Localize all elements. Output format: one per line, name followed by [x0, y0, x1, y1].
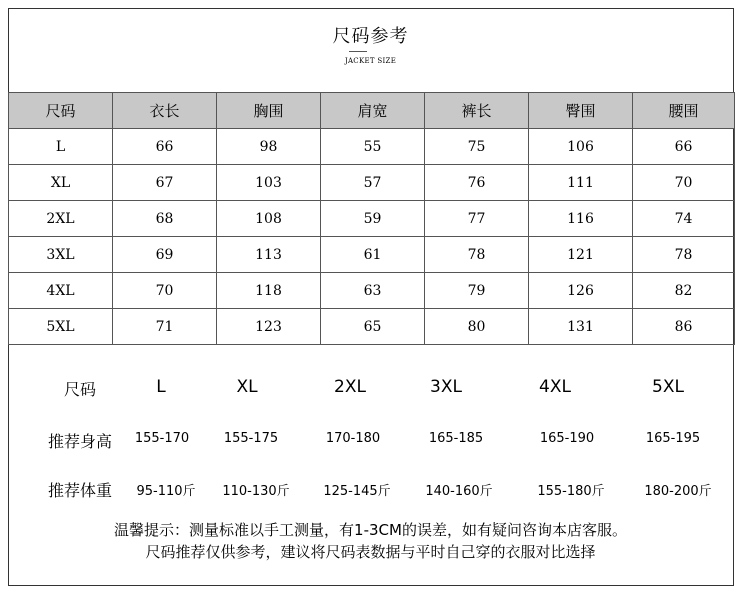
table-cell: 61 — [321, 237, 425, 273]
recommend-weight: 180-200斤 — [644, 484, 712, 499]
table-cell: 78 — [425, 237, 529, 273]
title-divider — [349, 51, 367, 52]
recommend-size-row — [0, 377, 741, 399]
table-cell: 98 — [217, 129, 321, 165]
table-row — [9, 129, 735, 165]
table-cell: 82 — [633, 273, 735, 309]
recommend-height: 170-180 — [325, 431, 381, 446]
page-subtitle: JACKET SIZE — [344, 57, 397, 65]
table-cell: 103 — [217, 165, 321, 201]
column-header: 臀围 — [529, 93, 633, 129]
recommend-height: 165-190 — [539, 431, 595, 446]
table-cell: 55 — [321, 129, 425, 165]
recommend-weight: 110-130斤 — [222, 484, 290, 499]
table-cell: 106 — [529, 129, 633, 165]
recommend-size: 5XL — [652, 377, 684, 397]
column-header: 肩宽 — [321, 93, 425, 129]
table-cell: 63 — [321, 273, 425, 309]
notice-line-1: 温馨提示：测量标准以手工测量，有1-3CM的误差，如有疑问咨询本店客服。 — [114, 521, 627, 539]
table-cell: 78 — [633, 237, 735, 273]
recommend-size: 2XL — [334, 377, 366, 397]
table-row — [9, 201, 735, 237]
recommend-size: L — [156, 377, 166, 397]
table-cell: 70 — [113, 273, 217, 309]
table-cell: 2XL — [9, 201, 113, 237]
table-cell: 68 — [113, 201, 217, 237]
recommend-weight-row — [0, 478, 741, 498]
table-cell: L — [9, 129, 113, 165]
table-cell: 66 — [113, 129, 217, 165]
table-cell: 126 — [529, 273, 633, 309]
table-cell: 108 — [217, 201, 321, 237]
table-row — [9, 165, 735, 201]
table-cell: 57 — [321, 165, 425, 201]
table-cell: XL — [9, 165, 113, 201]
recommend-size-label: 尺码 — [63, 380, 97, 399]
column-header: 胸围 — [217, 93, 321, 129]
table-cell: 70 — [633, 165, 735, 201]
table-cell: 5XL — [9, 309, 113, 345]
recommend-height-row — [0, 429, 741, 449]
recommend-weight: 125-145斤 — [323, 484, 391, 499]
table-cell: 67 — [113, 165, 217, 201]
table-cell: 4XL — [9, 273, 113, 309]
recommend-size: XL — [236, 377, 258, 397]
column-header: 衣长 — [113, 93, 217, 129]
table-cell: 79 — [425, 273, 529, 309]
recommend-size: 4XL — [539, 377, 571, 397]
table-cell: 121 — [529, 237, 633, 273]
table-cell: 75 — [425, 129, 529, 165]
recommend-height: 165-195 — [645, 431, 701, 446]
table-cell: 65 — [321, 309, 425, 345]
table-cell: 111 — [529, 165, 633, 201]
table-cell: 77 — [425, 201, 529, 237]
table-cell: 3XL — [9, 237, 113, 273]
page-title: 尺码参考 — [332, 26, 409, 47]
recommend-height: 165-185 — [428, 431, 484, 446]
recommend-weight: 95-110斤 — [136, 484, 196, 499]
recommend-weight: 140-160斤 — [425, 484, 493, 499]
size-table — [8, 92, 735, 345]
notice-line-2: 尺码推荐仅供参考，建议将尺码表数据与平时自己穿的衣服对比选择 — [145, 543, 596, 561]
table-cell: 66 — [633, 129, 735, 165]
table-cell: 113 — [217, 237, 321, 273]
recommend-height: 155-170 — [134, 431, 190, 446]
table-cell: 59 — [321, 201, 425, 237]
table-cell: 116 — [529, 201, 633, 237]
column-header: 尺码 — [9, 93, 113, 129]
table-row — [9, 237, 735, 273]
recommend-height-label: 推荐身高 — [47, 432, 113, 451]
table-cell: 123 — [217, 309, 321, 345]
column-header: 腰围 — [633, 93, 735, 129]
recommend-size: 3XL — [430, 377, 462, 397]
table-cell: 86 — [633, 309, 735, 345]
recommend-height: 155-175 — [223, 431, 279, 446]
table-cell: 74 — [633, 201, 735, 237]
recommend-weight: 155-180斤 — [537, 484, 605, 499]
table-cell: 131 — [529, 309, 633, 345]
table-header-row — [9, 93, 735, 129]
table-cell: 76 — [425, 165, 529, 201]
table-cell: 69 — [113, 237, 217, 273]
recommend-weight-label: 推荐体重 — [47, 481, 113, 500]
table-row — [9, 309, 735, 345]
table-cell: 71 — [113, 309, 217, 345]
table-cell: 80 — [425, 309, 529, 345]
column-header: 裤长 — [425, 93, 529, 129]
table-cell: 118 — [217, 273, 321, 309]
table-row — [9, 273, 735, 309]
